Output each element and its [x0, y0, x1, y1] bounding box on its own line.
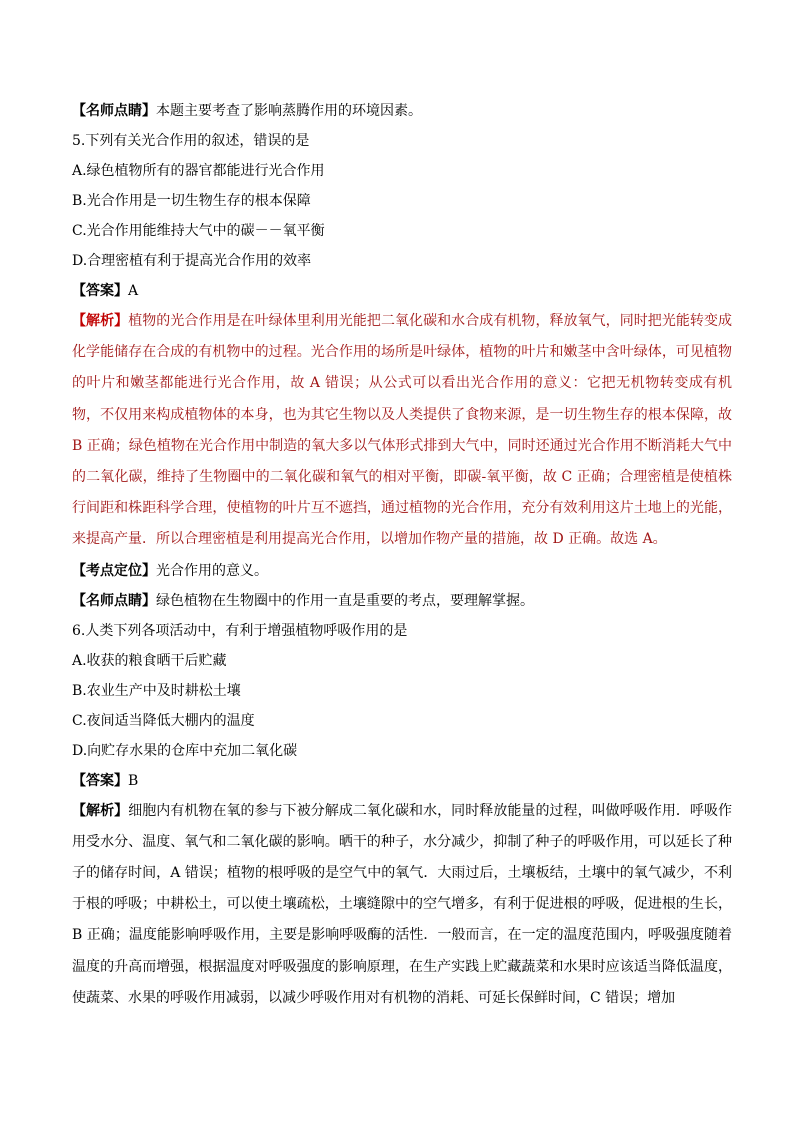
q6-analysis [72, 796, 732, 1014]
dianjing-tag: 【名师点睛】 [72, 592, 156, 609]
q5-answer [72, 276, 732, 306]
answer-value: A [128, 283, 139, 299]
tip-text: 本题主要考查了影响蒸腾作用的环境因素。 [156, 103, 422, 119]
answer-value: B [128, 772, 139, 789]
analysis-tag: 【解析】 [72, 802, 129, 819]
q5-analysis [72, 306, 732, 556]
tip-tag: 【名师点睛】 [72, 103, 156, 119]
analysis-text: 植物的光合作用是在叶绿体里利用光能把二氧化碳和水合成有机物，释放氧气，同时把光能转变成化学能储存在合成的有机物中的过程。光合作用的场所是叶绿体，植物的叶片和嫩茎中含叶绿体，可见植物的叶片和嫩茎都能进行光合作用，故 A 错误；从公式可以看出光合作用的意义：它把无机物转变成有机物，不仅用来构成植物体的本身，也为其它生物以及人类提供了食物来源，是一切生物生存的根本保障，故 B 正确；绿色植物在光合作用中制造的氧大多以气体形式排到大气中，同时还通过光合作用不断消耗大气中的二氧化碳，维持了生物圈中的二氧化碳和氧气的相对平衡，即碳-氧平衡，故 C 正确；合理密植是使植株行间距和株距科学合理，使植物的叶片互不遮挡，通过植物的光合作用，充分有效利用这片土地上的光能，来提高产量．所以合理密植是利用提高光合作用，以增加作物产量的措施，故 D 正确。故选 A。 [72, 313, 733, 548]
question-6: 6.人类下列各项活动中，有利于增强植物呼吸作用的是 [72, 622, 408, 639]
q6-option-b: B.农业生产中及时耕松土壤 [72, 682, 241, 699]
kaodian-text: 光合作用的意义。 [156, 562, 268, 579]
q6-option-c: C.夜间适当降低大棚内的温度 [72, 712, 255, 729]
q5-option-d: D.合理密植有利于提高光合作用的效率 [72, 253, 312, 269]
answer-tag: 【答案】 [72, 772, 128, 789]
analysis-text: 细胞内有机物在氧的参与下被分解成二氧化碳和水，同时释放能量的过程，叫做呼吸作用．呼吸作用受水分、温度、氧气和二氧化碳的影响。晒干的种子，水分减少，抑制了种子的呼吸作用，可以延长了种子的储存时间，A 错误；植物的根呼吸的是空气中的氧气．大雨过后，土壤板结，土壤中的氧气减少，不利于根的呼吸；中耕松土，可以使土壤疏松，土壤缝隙中的空气增多，有利于促进根的呼吸，促进根的生长，B 正确；温度能影响呼吸作用，主要是影响呼吸酶的活性．一般而言，在一定的温度范围内，呼吸强度随着温度的升高而增强，根据温度对呼吸强度的影响原理，在生产实践上贮藏蔬菜和水果时应该适当降低温度，使蔬菜、水果的呼吸作用减弱，以减少呼吸作用对有机物的消耗、可延长保鲜时间，C 错误；增加 [72, 802, 733, 1006]
q6-option-a: A.收获的粮食晒干后贮藏 [72, 652, 227, 669]
q5-option-a: A.绿色植物所有的器官都能进行光合作用 [72, 163, 325, 179]
q6-option-d: D.向贮存水果的仓库中充加二氧化碳 [72, 742, 298, 759]
dianjing-text: 绿色植物在生物圈中的作用一直是重要的考点，要理解掌握。 [156, 592, 534, 609]
q5-kaodian [72, 556, 732, 586]
q6-answer [72, 766, 732, 796]
tip-paragraph [72, 96, 732, 126]
document-page [72, 96, 732, 1014]
q5-option-c: C.光合作用能维持大气中的碳－－氧平衡 [72, 223, 325, 239]
q5-option-b: B.光合作用是一切生物生存的根本保障 [72, 193, 311, 209]
q5-dianjing [72, 586, 732, 616]
answer-tag: 【答案】 [72, 283, 128, 299]
question-5: 5.下列有关光合作用的叙述，错误的是 [72, 133, 310, 149]
analysis-tag: 【解析】 [72, 313, 129, 329]
kaodian-tag: 【考点定位】 [72, 562, 156, 579]
